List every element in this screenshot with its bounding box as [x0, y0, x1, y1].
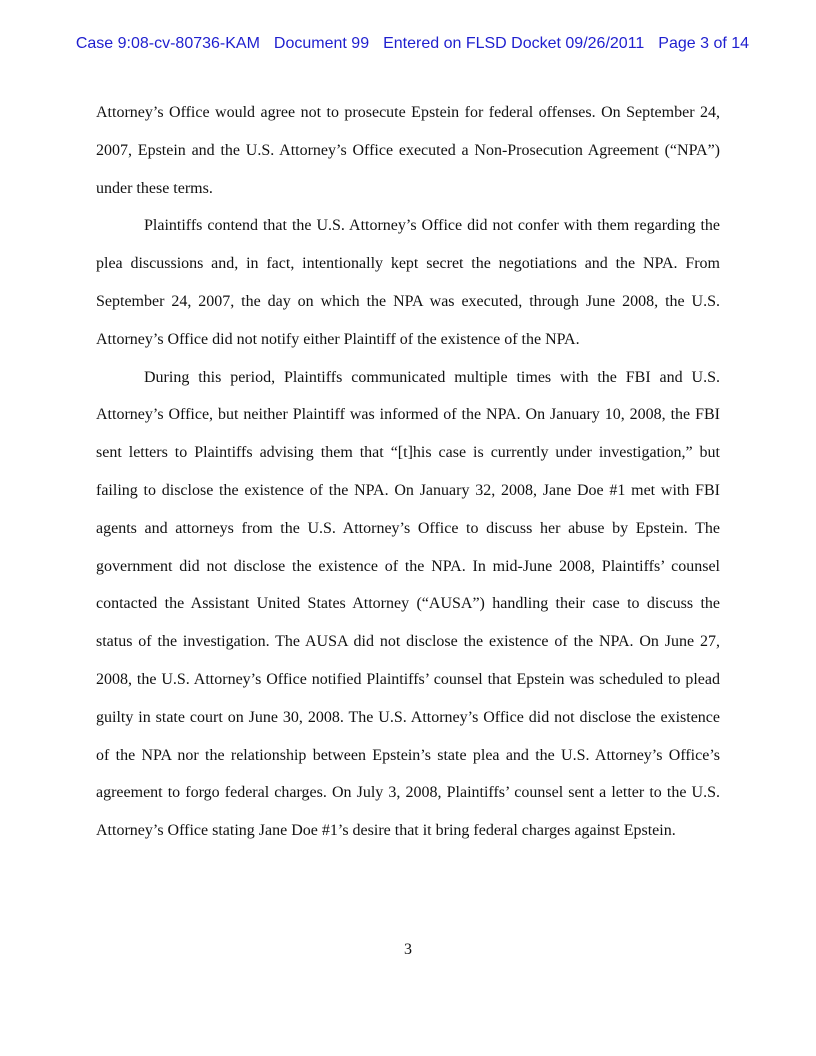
case-number: Case 9:08-cv-80736-KAM [75, 35, 260, 52]
page-count: Page 3 of 14 [658, 35, 750, 52]
page-number: 3 [404, 941, 412, 958]
paragraph-continued: Attorney’s Office would agree not to prosecute Epstein for federal offenses. On September 24, 2007, Epstein and the U.S. Attorney’s Office executed a Non-Prosecution Agreement (“NPA”) under these terms. [96, 104, 720, 197]
docket-entry: Entered on FLSD Docket 09/26/2011 [383, 35, 645, 52]
paragraph-plaintiffs-contend: Plaintiffs contend that the U.S. Attorney’s Office did not confer with them regarding the plea discussions and, in fact, intentionally kept secret the negotiations and the NPA. From September 24, 2007, the day on which the NPA was executed, through June 2008, the U.S. Attorney’s Office did not notify either Plaintiff of the existence of the NPA. [96, 217, 720, 348]
paragraph-during-this-period: During this period, Plaintiffs communicated multiple times with the FBI and U.S. Attorney’s Office, but neither Plaintiff was informed of the NPA. On January 10, 2008, the FBI sent letters to Plaintiffs advising them that “[t]his case is currently under investigation,” but failing to disclose the existence of the NPA. On January 32, 2008, Jane Doe #1 met with FBI agents and attorneys from the U.S. Attorney’s Office to discuss her abuse by Epstein. The government did not disclose the existence of the NPA. In mid-June 2008, Plaintiffs’ counsel contacted the Assistant United States Attorney (“AUSA”) handling their case to discuss the status of the investigation. The AUSA did not disclose the existence of the NPA. On June 27, 2008, the U.S. Attorney’s Office notified Plaintiffs’ counsel that Epstein was scheduled to plead guilty in state court on June 30, 2008. The U.S. Attorney’s Office did not disclose the existence of the NPA nor the relationship between Epstein’s state plea and the U.S. Attorney’s Office’s agreement to forgo federal charges. On July 3, 2008, Plaintiffs’ counsel sent a letter to the U.S. Attorney’s Office stating Jane Doe #1’s desire that it bring federal charges against Epstein. [96, 368, 720, 840]
docket-header [0, 17, 816, 53]
document-body [96, 94, 720, 850]
document-number: Document 99 [273, 35, 370, 52]
